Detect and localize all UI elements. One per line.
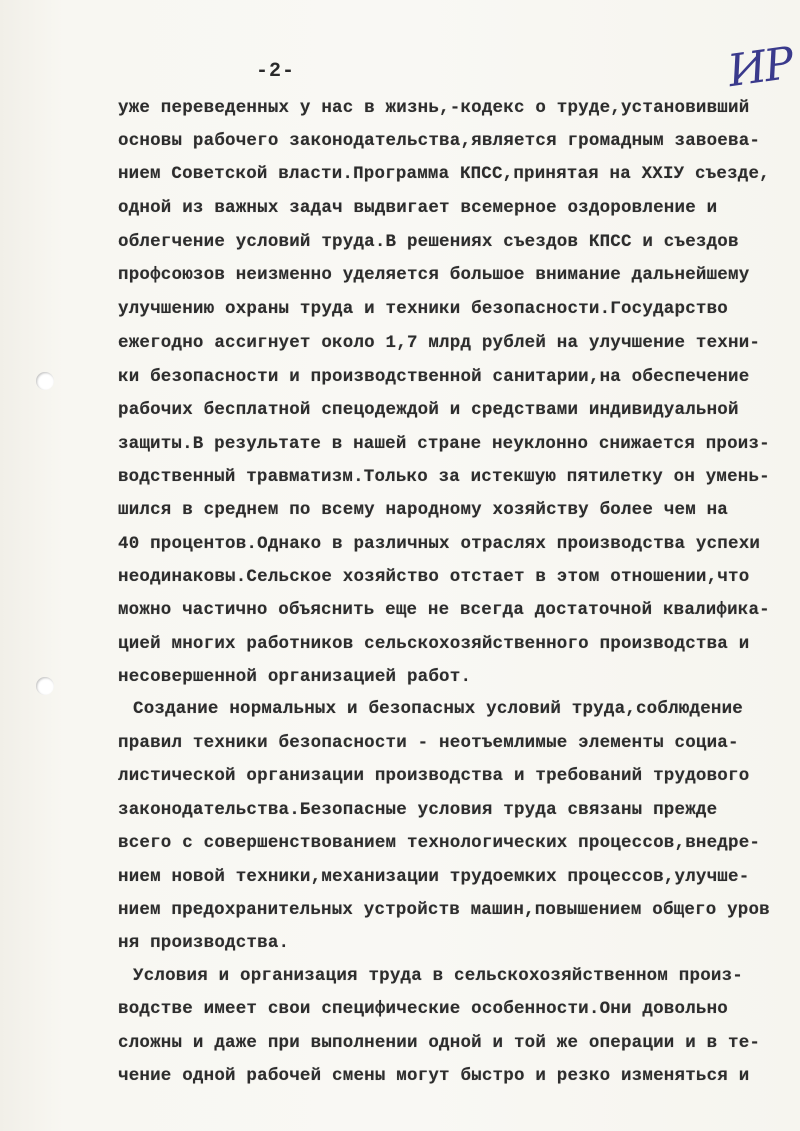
text-line: улучшению охраны труда и техники безопасности.Государство bbox=[118, 299, 728, 319]
text-line: Создание нормальных и безопасных условий труда,соблюдение bbox=[133, 699, 743, 719]
text-line: нием предохранительных устройств машин,повышением общего уров bbox=[118, 900, 770, 920]
text-line: нием новой техники,механизации трудоемких процессов,улучше- bbox=[118, 867, 750, 887]
text-line: законодательства.Безопасные условия труда связаны прежде bbox=[118, 800, 718, 820]
text-line: нием Советской власти.Программа КПСС,принятая на XXIУ съезде, bbox=[118, 164, 770, 184]
text-line: неодинаковы.Сельское хозяйство отстает в этом отношении,что bbox=[118, 567, 750, 587]
text-line: можно частично объяснить еще не всегда достаточной квалифика- bbox=[118, 600, 770, 620]
text-line: водстве имеет свои специфические особенности.Они довольно bbox=[118, 999, 728, 1019]
page-number: -2- bbox=[256, 60, 296, 83]
text-line: 40 процентов.Однако в различных отраслях производства успехи bbox=[118, 534, 761, 554]
text-line: сложны и даже при выполнении одной и той же операции и в те- bbox=[118, 1033, 761, 1053]
text-line: Условия и организация труда в сельскохозяйственном произ- bbox=[133, 966, 743, 986]
text-line: рабочих бесплатной спецодеждой и средствами индивидуальной bbox=[118, 400, 739, 420]
text-line: одной из важных задач выдвигает всемерное оздоровление и bbox=[118, 198, 718, 218]
text-line: уже перeведенных у нас в жизнь,-кодекс о труде,установивший bbox=[118, 98, 750, 118]
text-line: цией многих работников сельскохозяйственного производства и bbox=[118, 634, 750, 654]
text-line: правил техники безопасности - неотъемлимые элементы социа- bbox=[118, 733, 739, 753]
text-line: облегчение условий труда.В решениях съездов КПСС и съездов bbox=[118, 232, 739, 252]
handwritten-mark: ИР bbox=[724, 37, 796, 98]
text-line: листической организации производства и требований трудового bbox=[118, 766, 750, 786]
text-line: основы рабочего законодательства,является громадным завоева- bbox=[118, 131, 761, 151]
text-line: шился в среднем по всему народному хозяйству более чем на bbox=[118, 500, 728, 520]
text-line: всего с совершенствованием технологических процессов,внедре- bbox=[118, 833, 761, 853]
text-line: ня производства. bbox=[118, 933, 290, 953]
text-line: ежегодно ассигнует около 1,7 млрд рублей на улучшение техни- bbox=[118, 333, 761, 353]
text-line: чение одной рабочей смены могут быстро и резко изменяться и bbox=[118, 1066, 750, 1086]
text-line: несовершенной организацией работ. bbox=[118, 667, 472, 687]
text-line: профсоюзов неизменно уделяется большое внимание дальнейшему bbox=[118, 265, 750, 285]
text-line: ки безопасности и производственной санитарии,на обеспечение bbox=[118, 367, 750, 387]
text-line: водственный травматизм.Только за истекшую пятилетку он умень- bbox=[118, 467, 770, 487]
text-line: защиты.В результате в нашей стране неуклонно снижается произ- bbox=[118, 434, 770, 454]
